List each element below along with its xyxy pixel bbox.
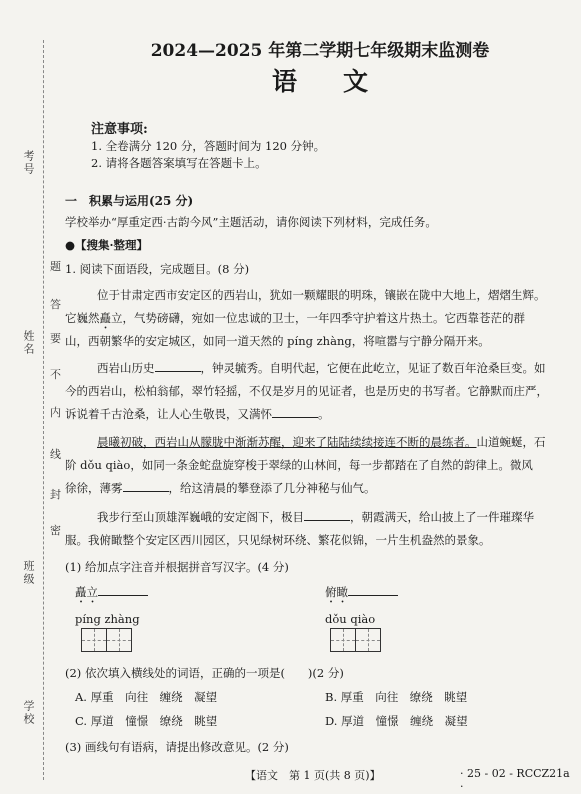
pinyin-label-2: dǒu qiào <box>325 612 376 626</box>
exam-page <box>65 0 575 794</box>
school-field-label: 学校 <box>22 700 35 726</box>
passage-line: 我步行至山顶雄浑巍峨的安定阁下，极目 ，朝霞满天，给山披上了一件璀璨华 <box>97 510 534 524</box>
section-heading: 一 积累与运用(25 分) <box>65 194 194 208</box>
seal-char: 密 <box>50 524 61 537</box>
page-number: 【语文 第 1 页(共 8 页)】 <box>245 769 381 782</box>
fill-blank[interactable] <box>123 481 169 492</box>
notice-item: 2. 请将各题答案填写在答题卡上。 <box>91 156 267 170</box>
class-field-label: 班级 <box>22 560 35 586</box>
passage-line: 晨曦初破，西岩山从朦胧中渐渐苏醒，迎来了陆陆续续接连不断的晨练者。山道蜿蜒，石 <box>97 435 546 449</box>
notice-item: 1. 全卷满分 120 分，答题时间为 120 分钟。 <box>91 139 326 153</box>
binding-margin <box>0 0 70 794</box>
option-a[interactable]: A. 厚重 向往 缠绕 凝望 <box>75 690 218 704</box>
question-1-stem: 1. 阅读下面语段，完成题目。(8 分) <box>65 262 250 276</box>
name-field-label: 姓名 <box>22 330 35 356</box>
sub-question-3: (3) 画线句有语病，请提出修改意见。(2 分) <box>65 740 289 754</box>
grid-cell[interactable] <box>331 629 356 651</box>
number-field-label: 考号 <box>22 150 35 176</box>
section-intro: 学校举办“厚重定西·古韵今风”主题活动，请你阅读下列材料，完成任务。 <box>65 215 437 229</box>
fill-blank[interactable] <box>272 407 318 418</box>
passage-line: 位于甘肃定西市安定区的西岩山，犹如一颗耀眼的明珠，镶嵌在陇中大地上，熠熠生辉。 <box>97 288 546 302</box>
seal-char: 内 <box>50 406 61 419</box>
seal-line <box>43 40 44 780</box>
writing-grid-2[interactable] <box>330 628 381 652</box>
seal-char: 题 <box>50 260 61 273</box>
passage-line: 它巍然矗立，气势磅礴，宛如一位忠诚的卫士，一年四季守护着这片热土。它西靠苍茫的群 <box>65 311 525 325</box>
answer-blank[interactable] <box>98 585 148 596</box>
subject-title: 语文 <box>271 67 414 96</box>
passage-line: 徐徐，薄雾 ，给这清晨的攀登添了几分神秘与仙气。 <box>65 481 376 495</box>
sub-question-1: (1) 给加点字注音并根据拼音写汉字。(4 分) <box>65 560 289 574</box>
passage-line: 西岩山历史 ，钟灵毓秀。自明代起，它便在此屹立，见证了数百年沧桑巨变。如 <box>97 361 546 375</box>
pinyin-label-1: píng zhàng <box>75 612 140 626</box>
seal-char: 不 <box>50 368 61 381</box>
exam-title: 2024—2025 年第二学期七年级期末监测卷 <box>150 41 490 61</box>
option-d[interactable]: D. 厚道 憧憬 缠绕 凝望 <box>325 714 468 728</box>
grid-cell[interactable] <box>107 629 131 651</box>
underlined-sentence: 晨曦初破，西岩山从朦胧中渐渐苏醒，迎来了陆陆续续接连不断的晨练者。 <box>97 435 477 449</box>
passage-line: 今的西岩山，松柏翁郁，翠竹轻摇，不仅是岁月的见证者，也是历史的书写者。它静默而庄严， <box>65 384 548 398</box>
notice-heading: 注意事项: <box>91 122 148 137</box>
answer-blank[interactable] <box>348 585 398 596</box>
fill-blank[interactable] <box>304 510 350 521</box>
exam-code: · 25 - 02 - RCCZ21a · <box>460 767 570 793</box>
passage-line: 服。我俯瞰整个安定区西川园区，只见绿树环绕、繁花似锦，一片生机盎然的景象。 <box>65 533 491 547</box>
writing-grid-1[interactable] <box>81 628 132 652</box>
dotted-char: 矗 <box>99 311 111 325</box>
grid-cell[interactable] <box>82 629 107 651</box>
seal-char: 线 <box>50 448 61 461</box>
pinyin-word-1: 矗立 <box>75 585 148 606</box>
grid-cell[interactable] <box>356 629 380 651</box>
seal-char: 封 <box>50 488 61 501</box>
fill-blank[interactable] <box>155 361 201 372</box>
seal-char: 要 <box>50 332 61 345</box>
option-c[interactable]: C. 厚道 憧憬 缭绕 眺望 <box>75 714 218 728</box>
option-b[interactable]: B. 厚重 向往 缭绕 眺望 <box>325 690 468 704</box>
task-label: ●【搜集·整理】 <box>65 238 149 252</box>
passage-line: 阶 dǒu qiào，如同一条金蛇盘旋穿梭于翠绿的山林间，每一步都踏在了自然的韵律上。微风 <box>65 458 533 472</box>
passage-line: 诉说着千古沧桑，让人心生敬畏，又满怀 。 <box>65 407 330 421</box>
pinyin-word-2: 俯瞰 <box>325 585 398 606</box>
sub-question-2: (2) 依次填入横线处的词语，正确的一项是( )(2 分) <box>65 666 344 680</box>
seal-char: 答 <box>50 298 61 311</box>
passage-line: 山，西朝繁华的安定城区，如同一道天然的 píng zhàng，将喧嚣与宁静分隔开来。 <box>65 334 490 348</box>
